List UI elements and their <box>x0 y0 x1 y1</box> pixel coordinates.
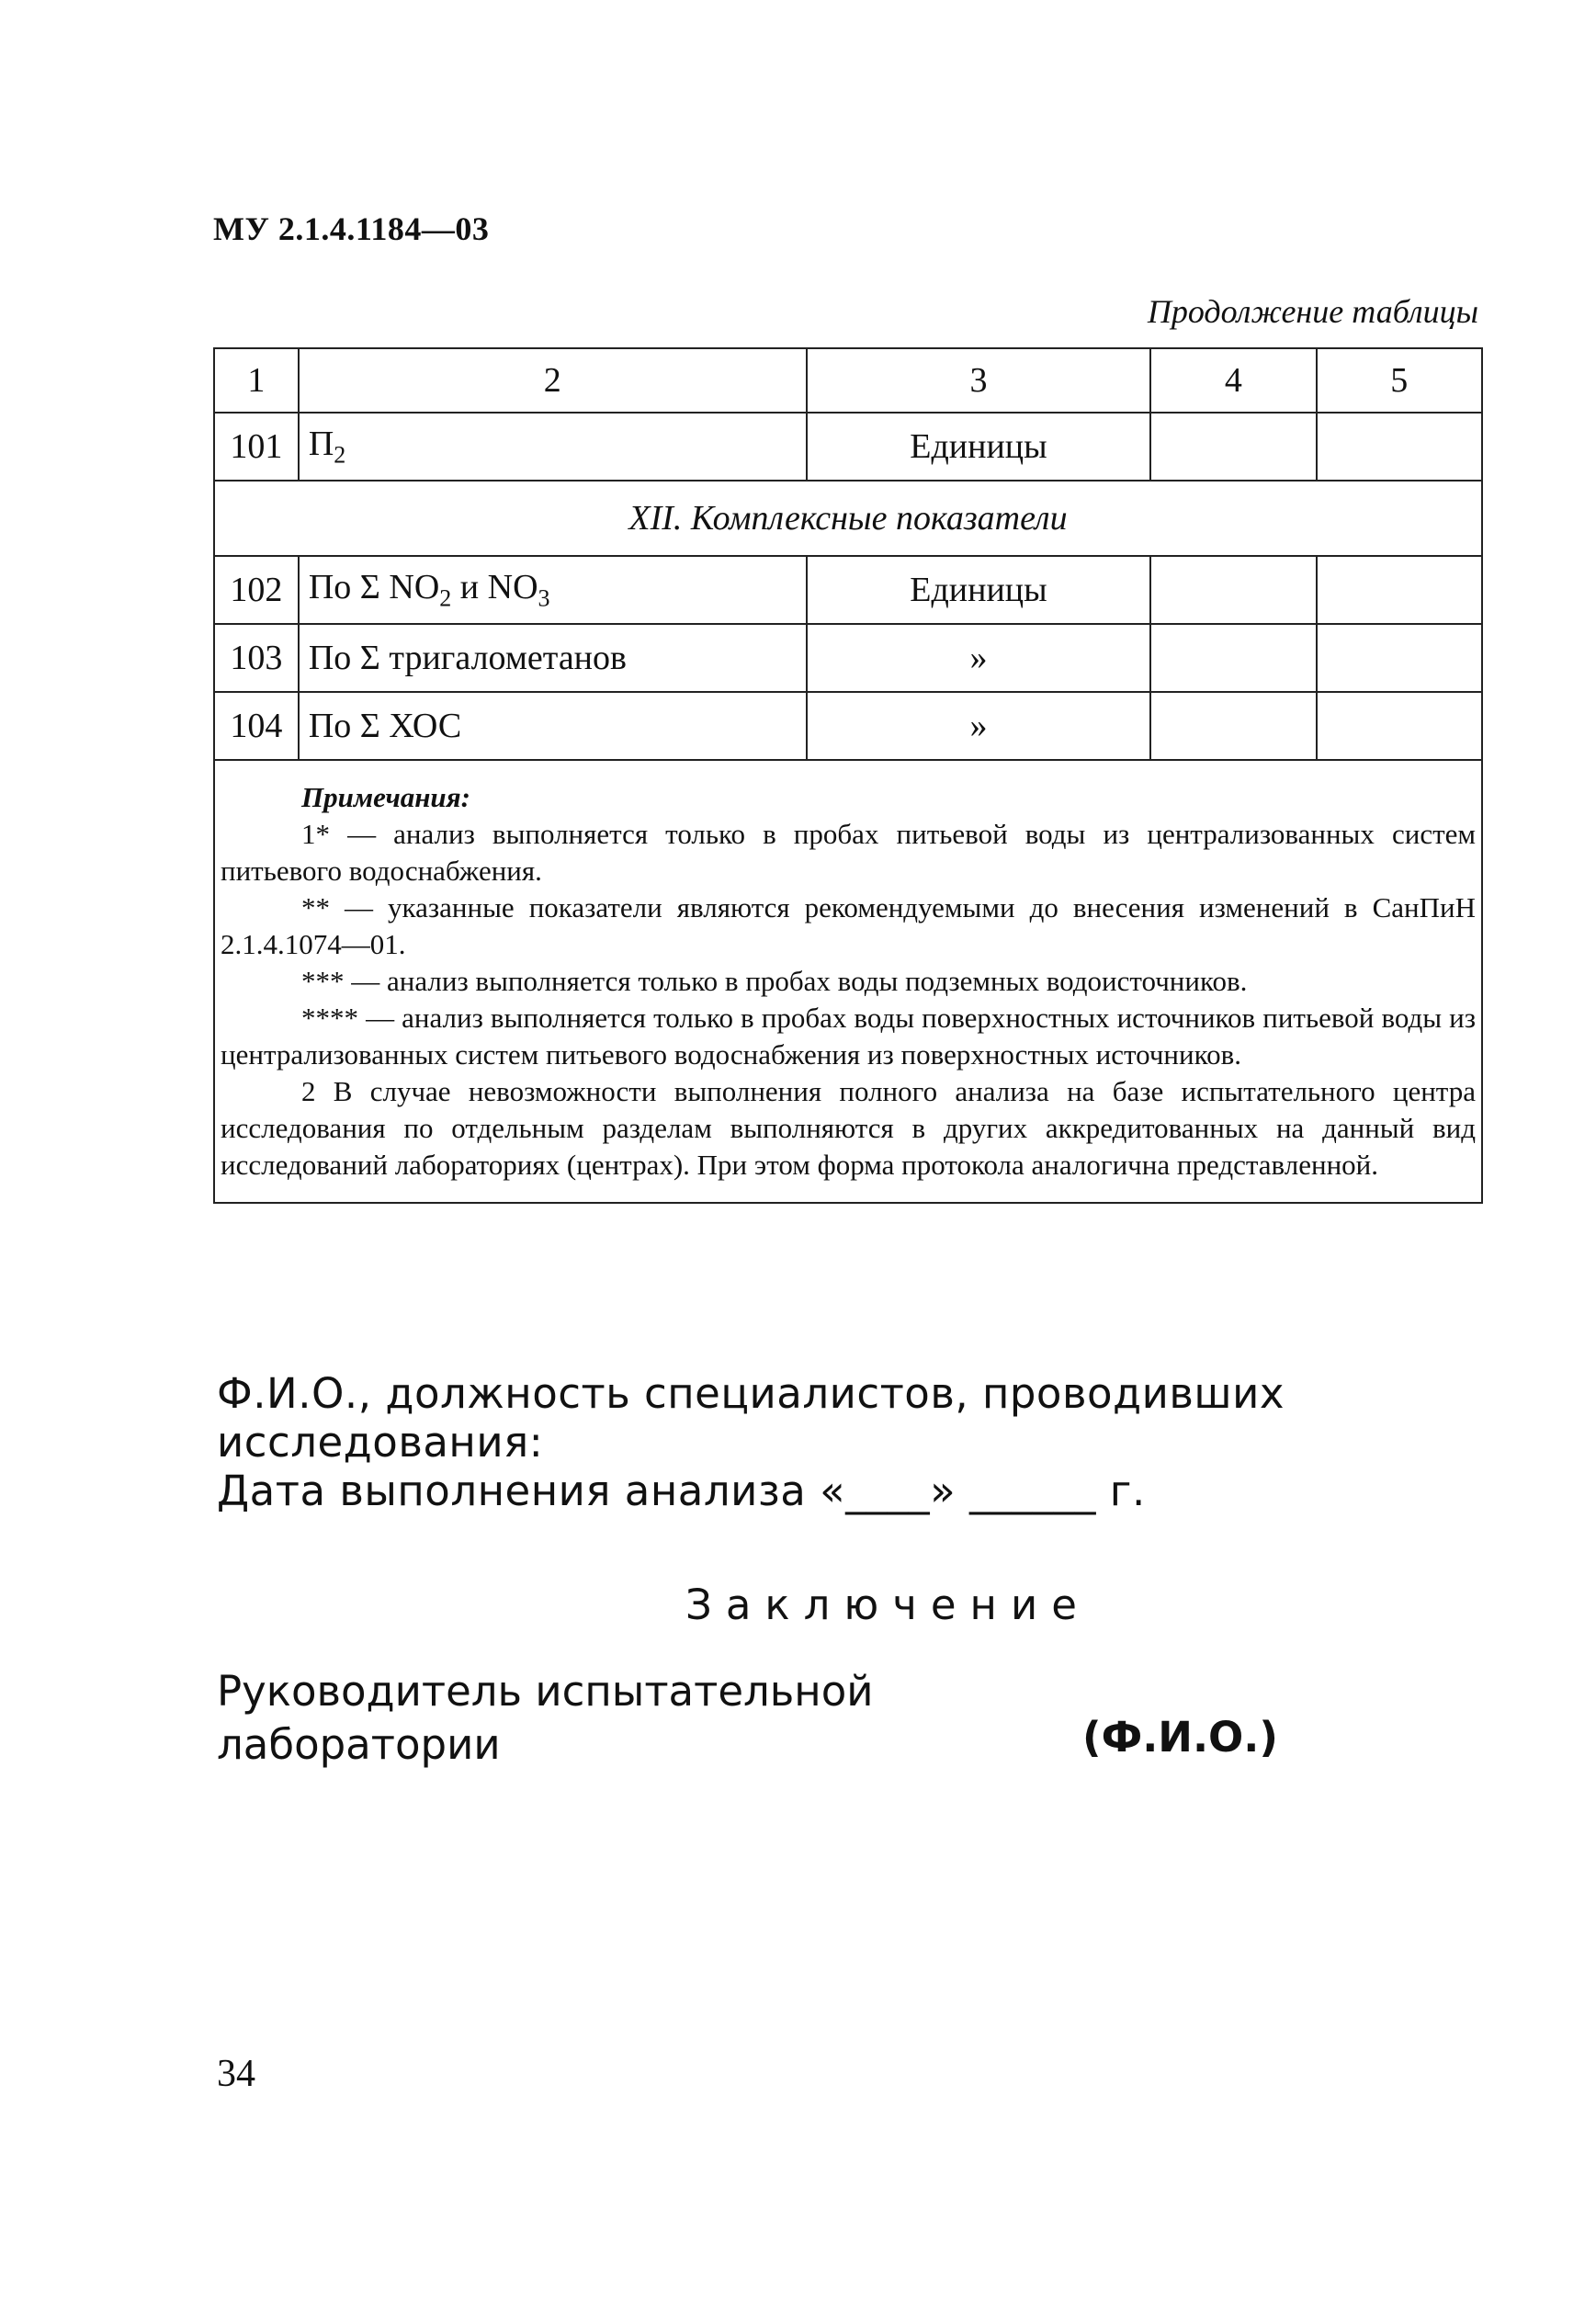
row-unit: » <box>807 624 1151 692</box>
row-number: 103 <box>214 624 299 692</box>
table-row <box>214 692 1482 760</box>
lab-head-line: лаборатории <box>217 1720 501 1769</box>
indicator-text: П <box>308 425 334 464</box>
table-continuation-label: Продолжение таблицы <box>1147 293 1478 330</box>
indicator-subscript: 2 <box>439 584 452 612</box>
row-unit: » <box>807 692 1151 760</box>
specialists-line: Ф.И.О., должность специалистов, проводивших исследования: <box>217 1369 1285 1467</box>
column-header: 3 <box>807 348 1151 413</box>
row-number: 102 <box>214 556 299 624</box>
conclusion-heading: Заключение <box>685 1581 1091 1629</box>
row-cell-5 <box>1317 624 1482 692</box>
row-indicator: По Σ тригалометанов <box>299 624 807 692</box>
column-header: 2 <box>299 348 807 413</box>
row-number: 104 <box>214 692 299 760</box>
row-indicator <box>299 413 807 481</box>
table-row <box>214 413 1482 481</box>
signature-fio: (Ф.И.О.) <box>1082 1713 1278 1762</box>
note-paragraph: **** — анализ выполняется только в пробах воды поверхностных источников питьевой воды из централизованных систем питьевого водоснабжения из поверхностных источников. <box>221 1002 1476 1071</box>
note-paragraph: 2 В случае невозможности выполнения полного анализа на базе испытательного центра исследования по отдельным разделам выполняются в других аккредитованных на данный вид исследований лабораториях (центрах). При этом форма протокола аналогична представленной. <box>221 1075 1476 1181</box>
row-unit: Единицы <box>807 413 1151 481</box>
row-number: 101 <box>214 413 299 481</box>
lab-head-title <box>217 1665 874 1772</box>
row-indicator: По Σ ХОС <box>299 692 807 760</box>
row-cell-4 <box>1150 692 1316 760</box>
document-code: МУ 2.1.4.1184—03 <box>213 210 490 247</box>
notes-row <box>214 760 1482 1203</box>
row-cell-4 <box>1150 413 1316 481</box>
note-paragraph: 1* — анализ выполняется только в пробах питьевой воды из централизованных систем питьевого водоснабжения. <box>221 818 1476 887</box>
row-cell-4 <box>1150 624 1316 692</box>
notes-block <box>214 760 1482 1203</box>
notes-title: Примечания: <box>301 781 470 813</box>
note-paragraph: *** — анализ выполняется только в пробах воды подземных водоисточников. <box>301 965 1248 997</box>
note-paragraph: ** — указанные показатели являются рекомендуемыми до внесения изменений в СанПиН 2.1.4.1074—01. <box>221 891 1476 960</box>
row-cell-5 <box>1317 692 1482 760</box>
section-row <box>214 481 1482 556</box>
indicator-text: и NO <box>451 568 538 607</box>
indicator-subscript: 2 <box>334 441 346 469</box>
row-indicator <box>299 556 807 624</box>
column-header: 5 <box>1317 348 1482 413</box>
lab-head-line: Руководитель испытательной <box>217 1667 874 1716</box>
page-number: 34 <box>217 2053 255 2095</box>
table-header-row <box>214 348 1482 413</box>
results-table <box>213 347 1483 1204</box>
row-cell-4 <box>1150 556 1316 624</box>
column-header: 1 <box>214 348 299 413</box>
row-cell-5 <box>1317 556 1482 624</box>
section-title: XII. Комплексные показатели <box>214 481 1482 556</box>
row-unit: Единицы <box>807 556 1151 624</box>
indicator-text: По Σ NO <box>308 568 440 607</box>
indicator-subscript: 3 <box>538 584 550 612</box>
table-row <box>214 556 1482 624</box>
column-header: 4 <box>1150 348 1316 413</box>
analysis-date-line: Дата выполнения анализа «____» ______ г. <box>217 1467 1146 1515</box>
row-cell-5 <box>1317 413 1482 481</box>
table-row <box>214 624 1482 692</box>
